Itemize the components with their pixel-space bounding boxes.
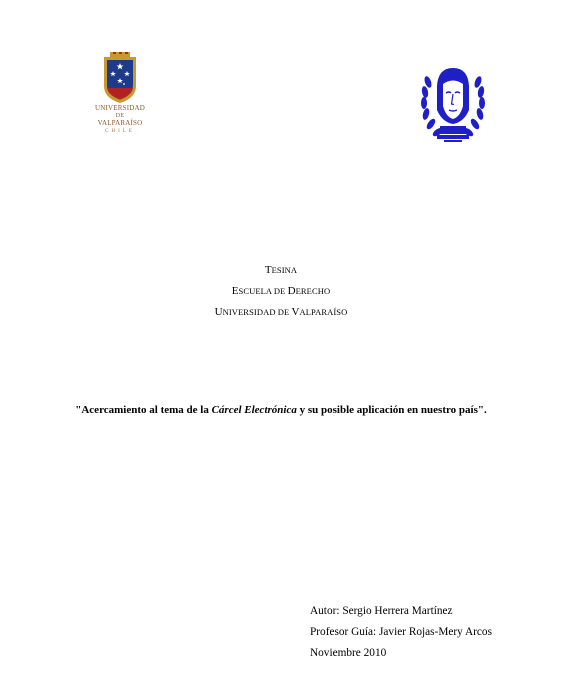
crest-text-line-4: CHILE (105, 129, 135, 134)
laurel-head-emblem-icon (420, 64, 486, 144)
law-school-emblem-logo (420, 64, 486, 144)
thesis-title-italic-term: Cárcel Electrónica (211, 404, 297, 416)
university-crest-logo (95, 52, 145, 138)
university-name-label: UNIVERSIDAD DE VALPARAÍSO (214, 306, 348, 318)
thesis-title: "Acercamiento al tema de la Cárcel Electrónica y su posible aplicación en nuestro país". (75, 404, 487, 416)
school-name-label: ESCUELA DE DERECHO (231, 285, 331, 297)
crest-text-line-2: DE (115, 113, 125, 119)
date-line: Noviembre 2010 (310, 647, 387, 659)
crest-text-line-1: UNIVERSIDAD (95, 104, 146, 112)
author-info-block (310, 601, 492, 664)
author-line: Autor: Sergio Herrera Martínez (310, 605, 453, 617)
crest-text-line-3: VALPARAÍSO (97, 119, 143, 127)
advisor-line: Profesor Guía: Javier Rojas-Mery Arcos (310, 626, 492, 638)
document-header-block (0, 260, 562, 323)
document-type-label: TESINA (264, 264, 298, 276)
crest-shield-icon (95, 52, 145, 104)
